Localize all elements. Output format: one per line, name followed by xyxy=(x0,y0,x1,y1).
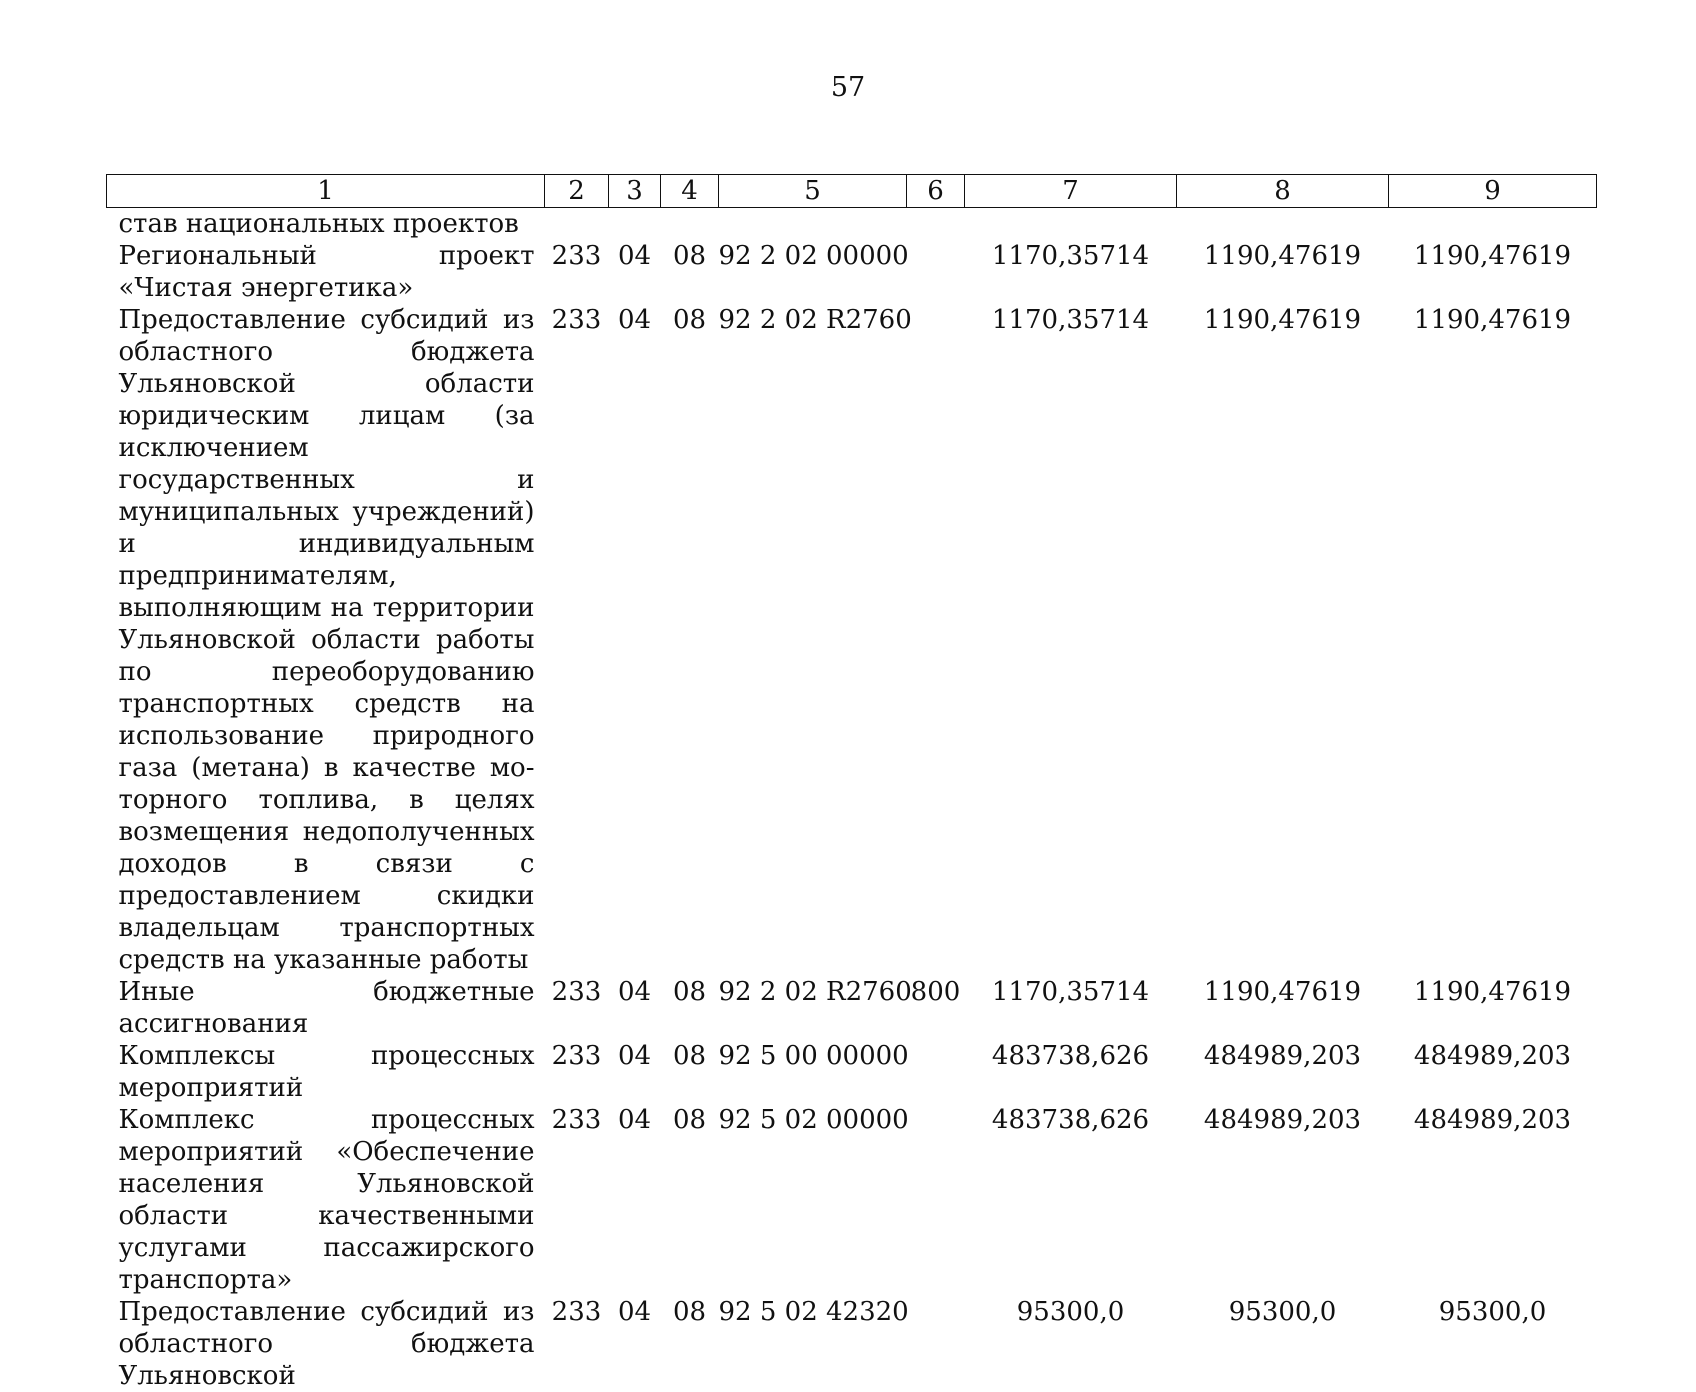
cell-col-9: 484989,203 xyxy=(1413,1041,1572,1071)
table-row xyxy=(107,1104,1597,1296)
cell-col-7: 1170,35714 xyxy=(991,305,1150,335)
cell-col-7: 1170,35714 xyxy=(991,241,1150,271)
table-row xyxy=(107,1040,1597,1104)
cell-col-4: 08 xyxy=(672,977,707,1007)
cell-col-2: 233 xyxy=(551,1105,602,1135)
cell-col-8: 1190,47619 xyxy=(1203,241,1362,271)
cell-col-6 xyxy=(907,240,965,304)
cell-col-5: 92 2 02 00000 xyxy=(718,241,909,271)
header-col-7: 7 xyxy=(965,175,1177,208)
cell-col-3: 04 xyxy=(617,1105,652,1135)
row-name: Комплекс процессных мероприятий «Обеспечение населения Ульяновской области качественными услугами пассажирского транспорта» xyxy=(118,1105,535,1295)
cell-col-8: 1190,47619 xyxy=(1203,305,1362,335)
row-name: Предоставление субсидий из областного бюджета Ульяновской области юридическим лицам (за исключением государственных и муниципальных учреждений) и индивидуальным предпринимателям, выполняющим на территории Ульяновской области работы по переоборудованию транспортных средств на использование природного газа (метана) в качестве моторного топлива, в целях возмещения недополученных доходов в связи с предоставлением скидки владельцам транспортных средств на указанные работы xyxy=(118,305,535,975)
page-number: 57 xyxy=(830,72,866,103)
cell-col-8: 484989,203 xyxy=(1203,1041,1362,1071)
header-col-8: 8 xyxy=(1177,175,1389,208)
cell-col-5: 92 5 02 42320 xyxy=(718,1297,909,1327)
cell-col-7: 483738,626 xyxy=(991,1105,1150,1135)
row-name: Комплексы процессных мероприятий xyxy=(118,1041,535,1103)
header-col-5: 5 xyxy=(719,175,907,208)
cell-col-9: 95300,0 xyxy=(1438,1297,1547,1327)
cell-col-2: 233 xyxy=(551,305,602,335)
cell-col-5: 92 5 02 00000 xyxy=(718,1105,909,1135)
header-col-4: 4 xyxy=(661,175,719,208)
table-row xyxy=(107,240,1597,304)
header-row xyxy=(107,175,1597,208)
row-name: Предоставление субсидий из областного бюджета Ульяновской xyxy=(118,1297,535,1391)
cell-col-8: 95300,0 xyxy=(1228,1297,1337,1327)
cell-col-8: 1190,47619 xyxy=(1203,977,1362,1007)
cell-col-5: 92 2 02 R2760 xyxy=(718,305,912,335)
header-col-1: 1 xyxy=(107,175,545,208)
cell-col-6 xyxy=(907,304,965,976)
header-col-2: 2 xyxy=(545,175,609,208)
header-col-9: 9 xyxy=(1389,175,1597,208)
cell-col-4: 08 xyxy=(672,241,707,271)
cell-col-3: 04 xyxy=(617,1297,652,1327)
cell-col-6 xyxy=(907,1040,965,1104)
cell-col-8: 484989,203 xyxy=(1203,1105,1362,1135)
table-row xyxy=(107,1296,1597,1392)
cell-col-9: 1190,47619 xyxy=(1413,977,1572,1007)
cell-col-4: 08 xyxy=(672,1105,707,1135)
cell-col-6: 800 xyxy=(910,977,961,1007)
cell-col-6 xyxy=(907,1296,965,1392)
cell-col-6 xyxy=(907,1104,965,1296)
cell-col-4: 08 xyxy=(672,1041,707,1071)
header-col-3: 3 xyxy=(609,175,661,208)
cell-col-3: 04 xyxy=(617,1041,652,1071)
cell-col-9: 1190,47619 xyxy=(1413,305,1572,335)
cell-col-3: 04 xyxy=(617,241,652,271)
cell-col-2: 233 xyxy=(551,1041,602,1071)
table-row xyxy=(107,208,1597,241)
row-name: Иные бюджетные ассигнования xyxy=(118,977,535,1039)
budget-table xyxy=(106,174,1597,1392)
header-col-6: 6 xyxy=(907,175,965,208)
cell-col-2: 233 xyxy=(551,1297,602,1327)
cell-col-9: 1190,47619 xyxy=(1413,241,1572,271)
cell-col-9: 484989,203 xyxy=(1413,1105,1572,1135)
cell-col-2: 233 xyxy=(551,241,602,271)
table-row xyxy=(107,304,1597,976)
cell-col-2: 233 xyxy=(551,977,602,1007)
row-name: став национальных проектов xyxy=(118,209,519,239)
cell-col-5: 92 5 00 00000 xyxy=(718,1041,909,1071)
cell-col-7: 95300,0 xyxy=(1016,1297,1125,1327)
table-row xyxy=(107,976,1597,1040)
cell-col-4: 08 xyxy=(672,305,707,335)
row-name: Региональный проект «Чистая энергетика» xyxy=(118,241,535,303)
cell-col-5: 92 2 02 R2760 xyxy=(718,977,912,1007)
cell-col-3: 04 xyxy=(617,977,652,1007)
cell-col-7: 1170,35714 xyxy=(991,977,1150,1007)
cell-col-4: 08 xyxy=(672,1297,707,1327)
cell-col-7: 483738,626 xyxy=(991,1041,1150,1071)
cell-col-3: 04 xyxy=(617,305,652,335)
